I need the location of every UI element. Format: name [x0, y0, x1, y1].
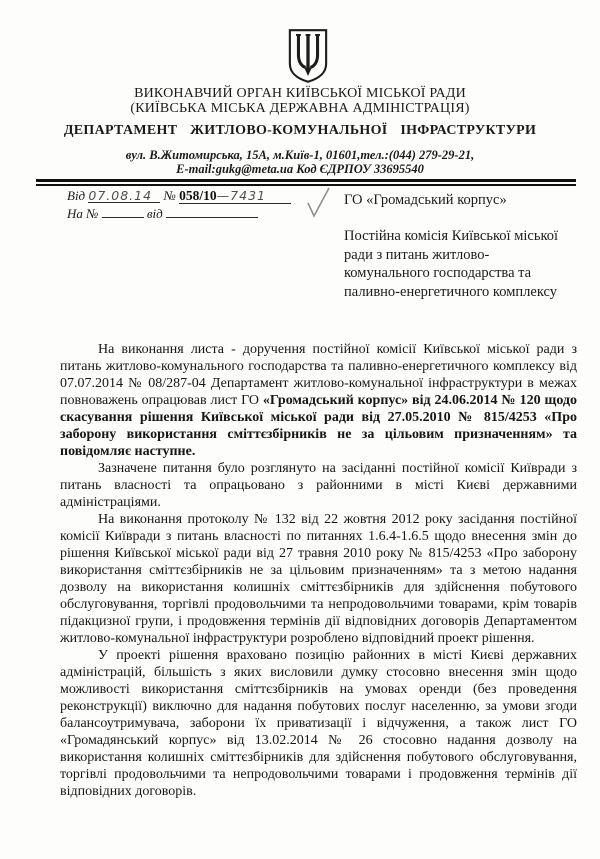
org-name-line2: (КИЇВСЬКА МІСЬКА ДЕРЖАВНА АДМІНІСТРАЦІЯ) — [130, 101, 470, 116]
na-label: На № — [67, 206, 99, 221]
outgoing-number-field — [179, 188, 291, 204]
address-line: вул. В.Житомирська, 15А, м.Київ-1, 01601,тел.:(044) 279-29-21, — [125, 148, 475, 162]
department-name: ДЕПАРТАМЕНТ ЖИТЛОВО-КОМУНАЛЬНОЇ ІНФРАСТРУКТУРИ — [63, 123, 537, 138]
recipient-name: ГО «Громадський корпус» — [344, 192, 507, 208]
incoming-date-field — [166, 205, 258, 218]
letterhead-divider — [36, 179, 576, 186]
handwritten-doc-number: —7431 — [216, 188, 266, 203]
incoming-number-field — [102, 205, 144, 218]
handwritten-date: 07.08.14 — [88, 188, 153, 203]
outgoing-ref-row — [67, 188, 291, 203]
vid-label: Від — [67, 188, 86, 203]
contact-line: E-mail:gukg@meta.ua Код ЄДРПОУ 33695540 — [176, 162, 424, 176]
incoming-ref-row — [67, 205, 291, 220]
paragraph-4: У проекті рішення враховано позицію районних в місті Києві державних адміністрацій, більшість з яких висловили думку стосовно внесення змін щодо можливості використання сміттєзбірників на умовах оренди (без проведення реконструкції) виключно для надання побутових послуг населенню, за умови згоди балансоутримувача, заборони їх приватизації і відчуження, а також лист ГО «Громадянський корпус» від 13.02.2014 № 26 стосовно надання дозволу на використання колишніх сміттєзбірників для здійснення побутового обслуговування, торгівлі продовольчими та непродовольчими товарами і продовження термінів дії відповідних договорів. — [60, 648, 577, 799]
recipient-committee: Постійна комісія Київської міської ради з питань житлово-комунального господарства та паливно-енергетичного комплексу — [344, 228, 559, 300]
reference-block — [67, 188, 291, 220]
org-name-line1: ВИКОНАВЧИЙ ОРГАН КИЇВСЬКОЇ МІСЬКОЇ РАДИ — [134, 86, 466, 101]
letter-body — [60, 341, 577, 800]
no-label: № — [163, 188, 176, 203]
na-vid-label: від — [146, 206, 163, 221]
paragraph-1 — [60, 341, 577, 460]
printed-doc-number: 058/10 — [179, 188, 217, 203]
paragraph-1-bold: «Громадський корпус» від 24.06.2014 № 120 щодо скасування рішення Київської міської ради від 27.05.2010 № 815/4253 «Про заборону використання сміттєзбірників не за цільовим призначенням» та повідомляє наступне. — [60, 393, 578, 459]
paragraph-2: Зазначене питання було розглянуто на засіданні постійної комісії Київради з питань власності та опрацьовано з районними в місті Києві державними адміністраціями. — [60, 461, 577, 510]
checkmark-icon — [306, 186, 332, 218]
paragraph-3: На виконання протоколу № 132 від 22 жовтня 2012 року засідання постійної комісії Київради з питань власності по питаннях 1.6.4-1.6.5 щодо внесення змін до рішення Київської міської ради від 27 травня 2010 року № 815/4253 «Про заборону використання сміттєзбірників не за цільовим призначенням» та з метою надання дозволу на використання колишніх сміттєзбірників для здійснення побутового обслуговування, торгівлі продовольчими та непродовольчими товарами, крім товарів підакцизної групи, і продовження термінів дії відповідних договорів Департаментом житлово-комунальної інфраструктури розроблено відповідний проект рішення. — [60, 512, 577, 646]
outgoing-date-field — [88, 188, 160, 203]
ukraine-trident-icon — [287, 28, 329, 84]
paragraph-1-regular: На виконання листа - доручення постійної комісії Київської міської ради з питань житлово-комунального господарства та паливно-енергетичного комплексу від 07.07.2014 № 08/287-04 Департамент житлово-комунальної інфраструктури в межах повноважень опрацював лист ГО — [60, 342, 577, 408]
